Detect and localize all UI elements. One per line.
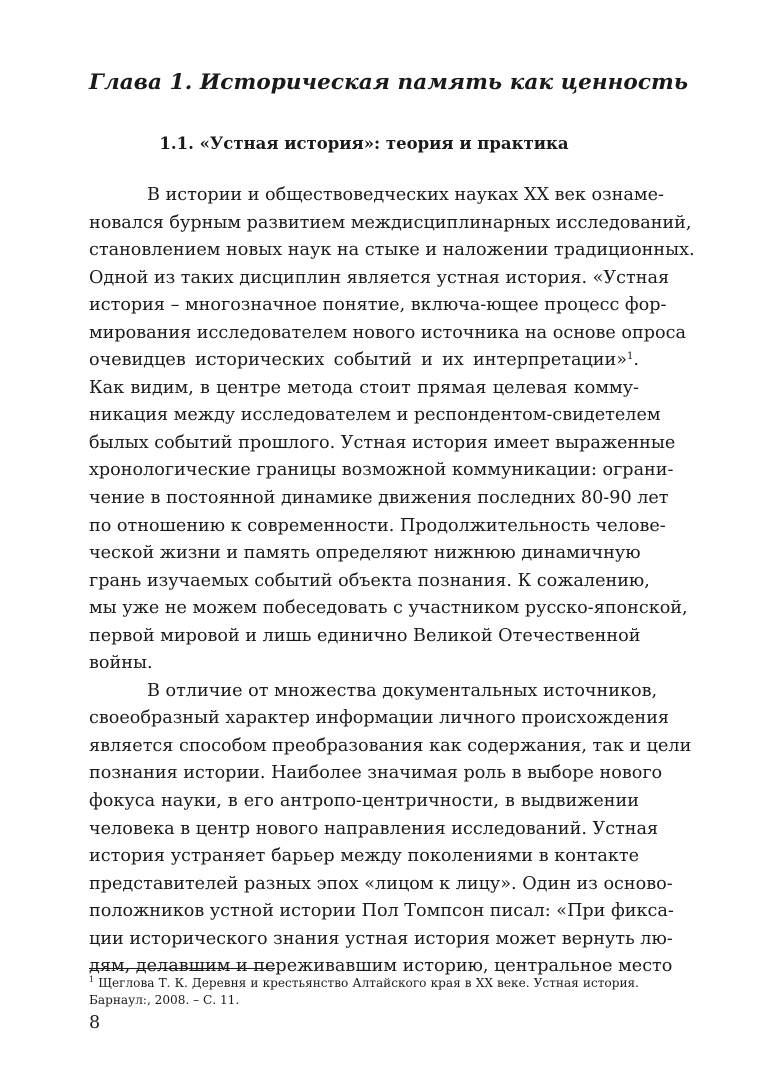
footnote-line: Барнаул:, 2008. – С. 11.	[89, 993, 240, 1007]
text-line: хронологические границы возможной коммуникации: ограни-	[89, 460, 674, 481]
text-line: положников устной истории Пол Томпсон писал: «При фикса-	[89, 901, 674, 922]
text-line: очевидцев исторических событий и их интерпретации»$^1$.	[89, 350, 639, 371]
footnotes	[89, 975, 639, 1009]
text-line: история устраняет барьер между поколениями в контакте	[89, 846, 639, 867]
text-line: В отличие от множества документальных источников,	[147, 680, 658, 701]
text-line: первой мировой и лишь единично Великой Отечественной	[89, 625, 641, 646]
chapter-title: Глава 1. Историческая память как ценность	[89, 70, 689, 95]
text-line: человека в центр нового направления исследований. Устная	[89, 818, 659, 839]
footnote-reference[interactable]: 1	[627, 351, 634, 363]
footnote-line	[89, 975, 639, 992]
text-line: чение в постоянной динамике движения последних 80-90 лет	[89, 488, 669, 509]
text-line: В истории и обществоведческих науках XX век ознаме-	[147, 185, 664, 205]
text-line: дям, делавшим и переживавшим историю, центральное место	[89, 956, 673, 977]
footnote-divider	[89, 968, 275, 969]
text-line: становлением новых наук на стыке и наложении традиционных.	[89, 240, 695, 261]
text-line: своеобразный характер информации личного происхождения	[89, 708, 670, 729]
footnote-text: Щеглова Т. К. Деревня и крестьянство Алтайского края в XX веке. Устная история.	[98, 976, 639, 990]
text-line: познания истории. Наиболее значимая роль в выборе нового	[89, 763, 663, 784]
text-line: является способом преобразования как содержания, так и цели	[89, 735, 692, 756]
text-line: представителей разных эпох «лицом к лицу». Один из осново-	[89, 873, 673, 894]
text-line: новался бурным развитием междисциплинарных исследований,	[89, 212, 692, 233]
text-line: фокуса науки, в его антропо-центричности, в выдвижении	[89, 791, 639, 812]
text-line-content: очевидцев исторических событий и их интерпретации»	[89, 350, 628, 371]
text-line: ческой жизни и память определяют нижнюю динамичную	[89, 543, 641, 564]
text-line: никация между исследователем и респондентом-свидетелем	[89, 405, 661, 426]
book-page	[89, 0, 695, 1080]
text-line: мы уже не можем побеседовать с участником русско-японской,	[89, 598, 688, 619]
text-line: Как видим, в центре метода стоит прямая целевая комму-	[89, 377, 639, 398]
text-line: Одной из таких дисциплин является устная история. «Устная	[89, 267, 670, 288]
text-line: ции исторического знания устная история может вернуть лю-	[89, 928, 673, 949]
text-line: история – многозначное понятие, включа-ющее процесс фор-	[89, 295, 667, 316]
body-text	[89, 182, 695, 981]
footnote-marker: 1	[89, 974, 95, 984]
text-line: грань изучаемых событий объекта познания. К сожалению,	[89, 570, 650, 591]
text-line: былых событий прошлого. Устная история имеет выраженные	[89, 432, 676, 453]
section-title: 1.1. «Устная история»: теория и практика	[159, 134, 569, 153]
text-line: войны.	[89, 653, 153, 674]
text-line: по отношению к современности. Продолжительность челове-	[89, 515, 666, 536]
text-line: мирования исследователем нового источника на основе опроса	[89, 322, 686, 343]
page-number: 8	[89, 1013, 101, 1033]
